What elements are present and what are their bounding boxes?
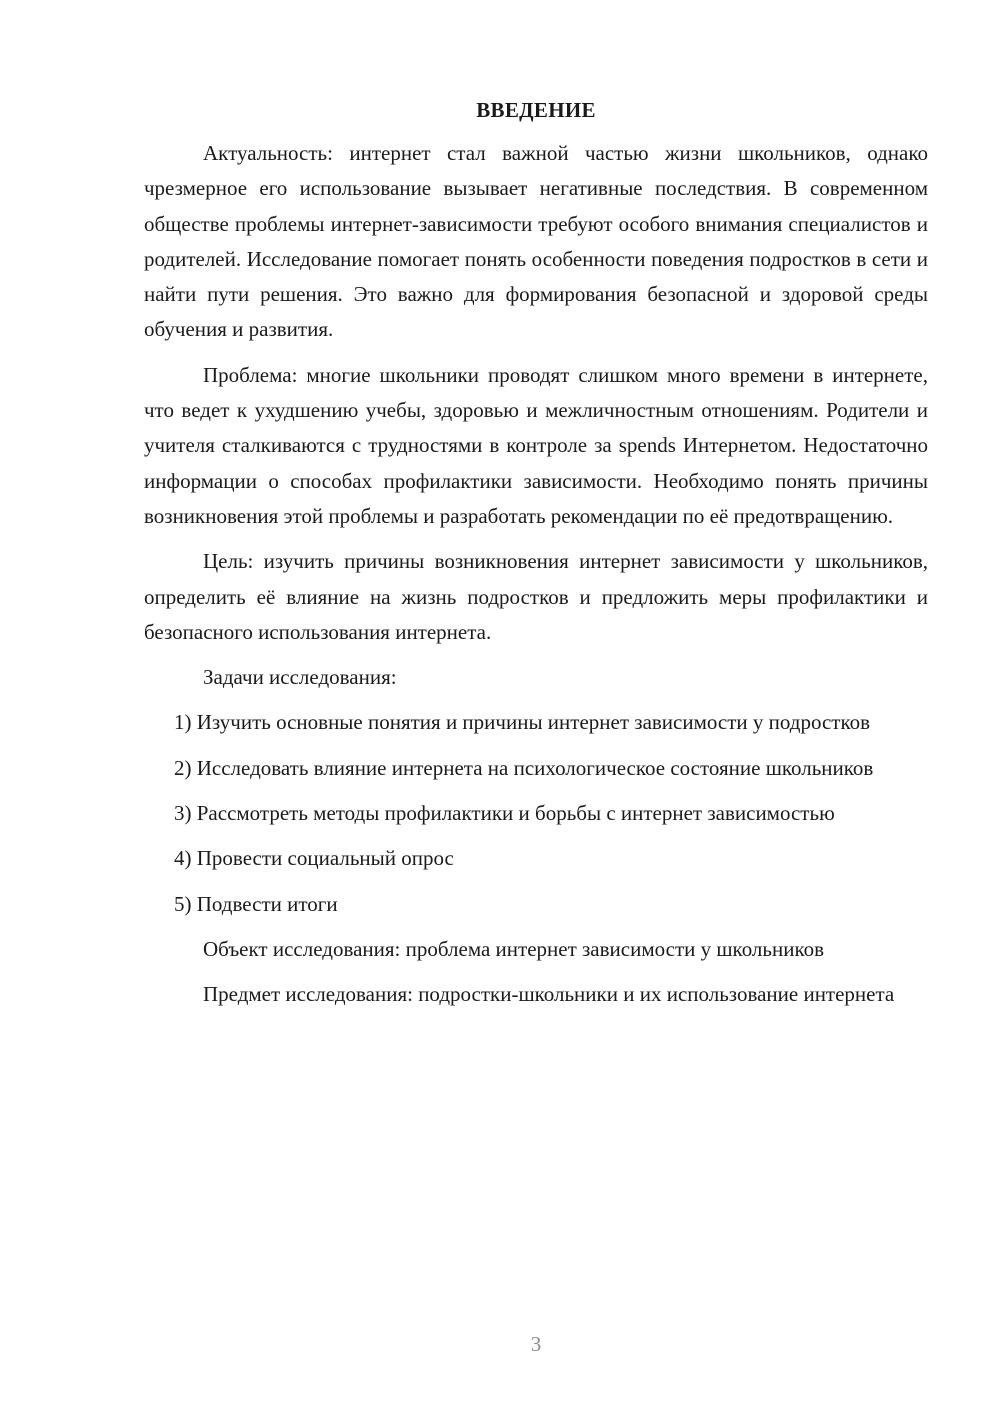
task-item-1: 1) Изучить основные понятия и причины интернет зависимости у подростков [174,710,871,735]
goal-paragraph: Цель: изучить причины возникновения интернет зависимости у школьников, определить её влияние на жизнь подростков и предложить меры профилактики и безопасного использования интернета. [144,549,928,644]
page-title: ВВЕДЕНИЕ [476,98,596,122]
research-subject-paragraph: Предмет исследования: подростки-школьники и их использование интернета [203,982,895,1007]
task-item-3: 3) Рассмотреть методы профилактики и борьбы с интернет зависимостью [174,801,835,826]
page-number: 3 [530,1332,542,1356]
task-item-5: 5) Подвести итоги [174,891,338,916]
relevance-paragraph: Актуальность: интернет стал важной частью жизни школьников, однако чрезмерное его использование вызывает негативные последствия. В современном обществе проблемы интернет-зависимости требуют особого внимания специалистов и родителей. Исследование помогает понять особенности поведения подростков в сети и найти пути решения. Это важно для формирования безопасной и здоровой среды обучения и развития. [144,141,928,342]
problem-paragraph: Проблема: многие школьники проводят слишком много времени в интернете, что ведет к ухудшению учебы, здоровью и межличностным отношениям. Родители и учителя сталкиваются с трудностями в контроле за spends Интернетом. Недостаточно информации о способах профилактики зависимости. Необходимо понять причины возникновения этой проблемы и разработать рекомендации по её предотвращению. [144,362,928,528]
tasks-heading: Задачи исследования: [203,665,397,690]
task-item-4: 4) Провести социальный опрос [174,846,454,871]
page-content [144,92,928,1023]
task-item-2: 2) Исследовать влияние интернета на психологическое состояние школьников [174,755,874,780]
research-object-paragraph: Объект исследования: проблема интернет зависимости у школьников [203,936,824,961]
